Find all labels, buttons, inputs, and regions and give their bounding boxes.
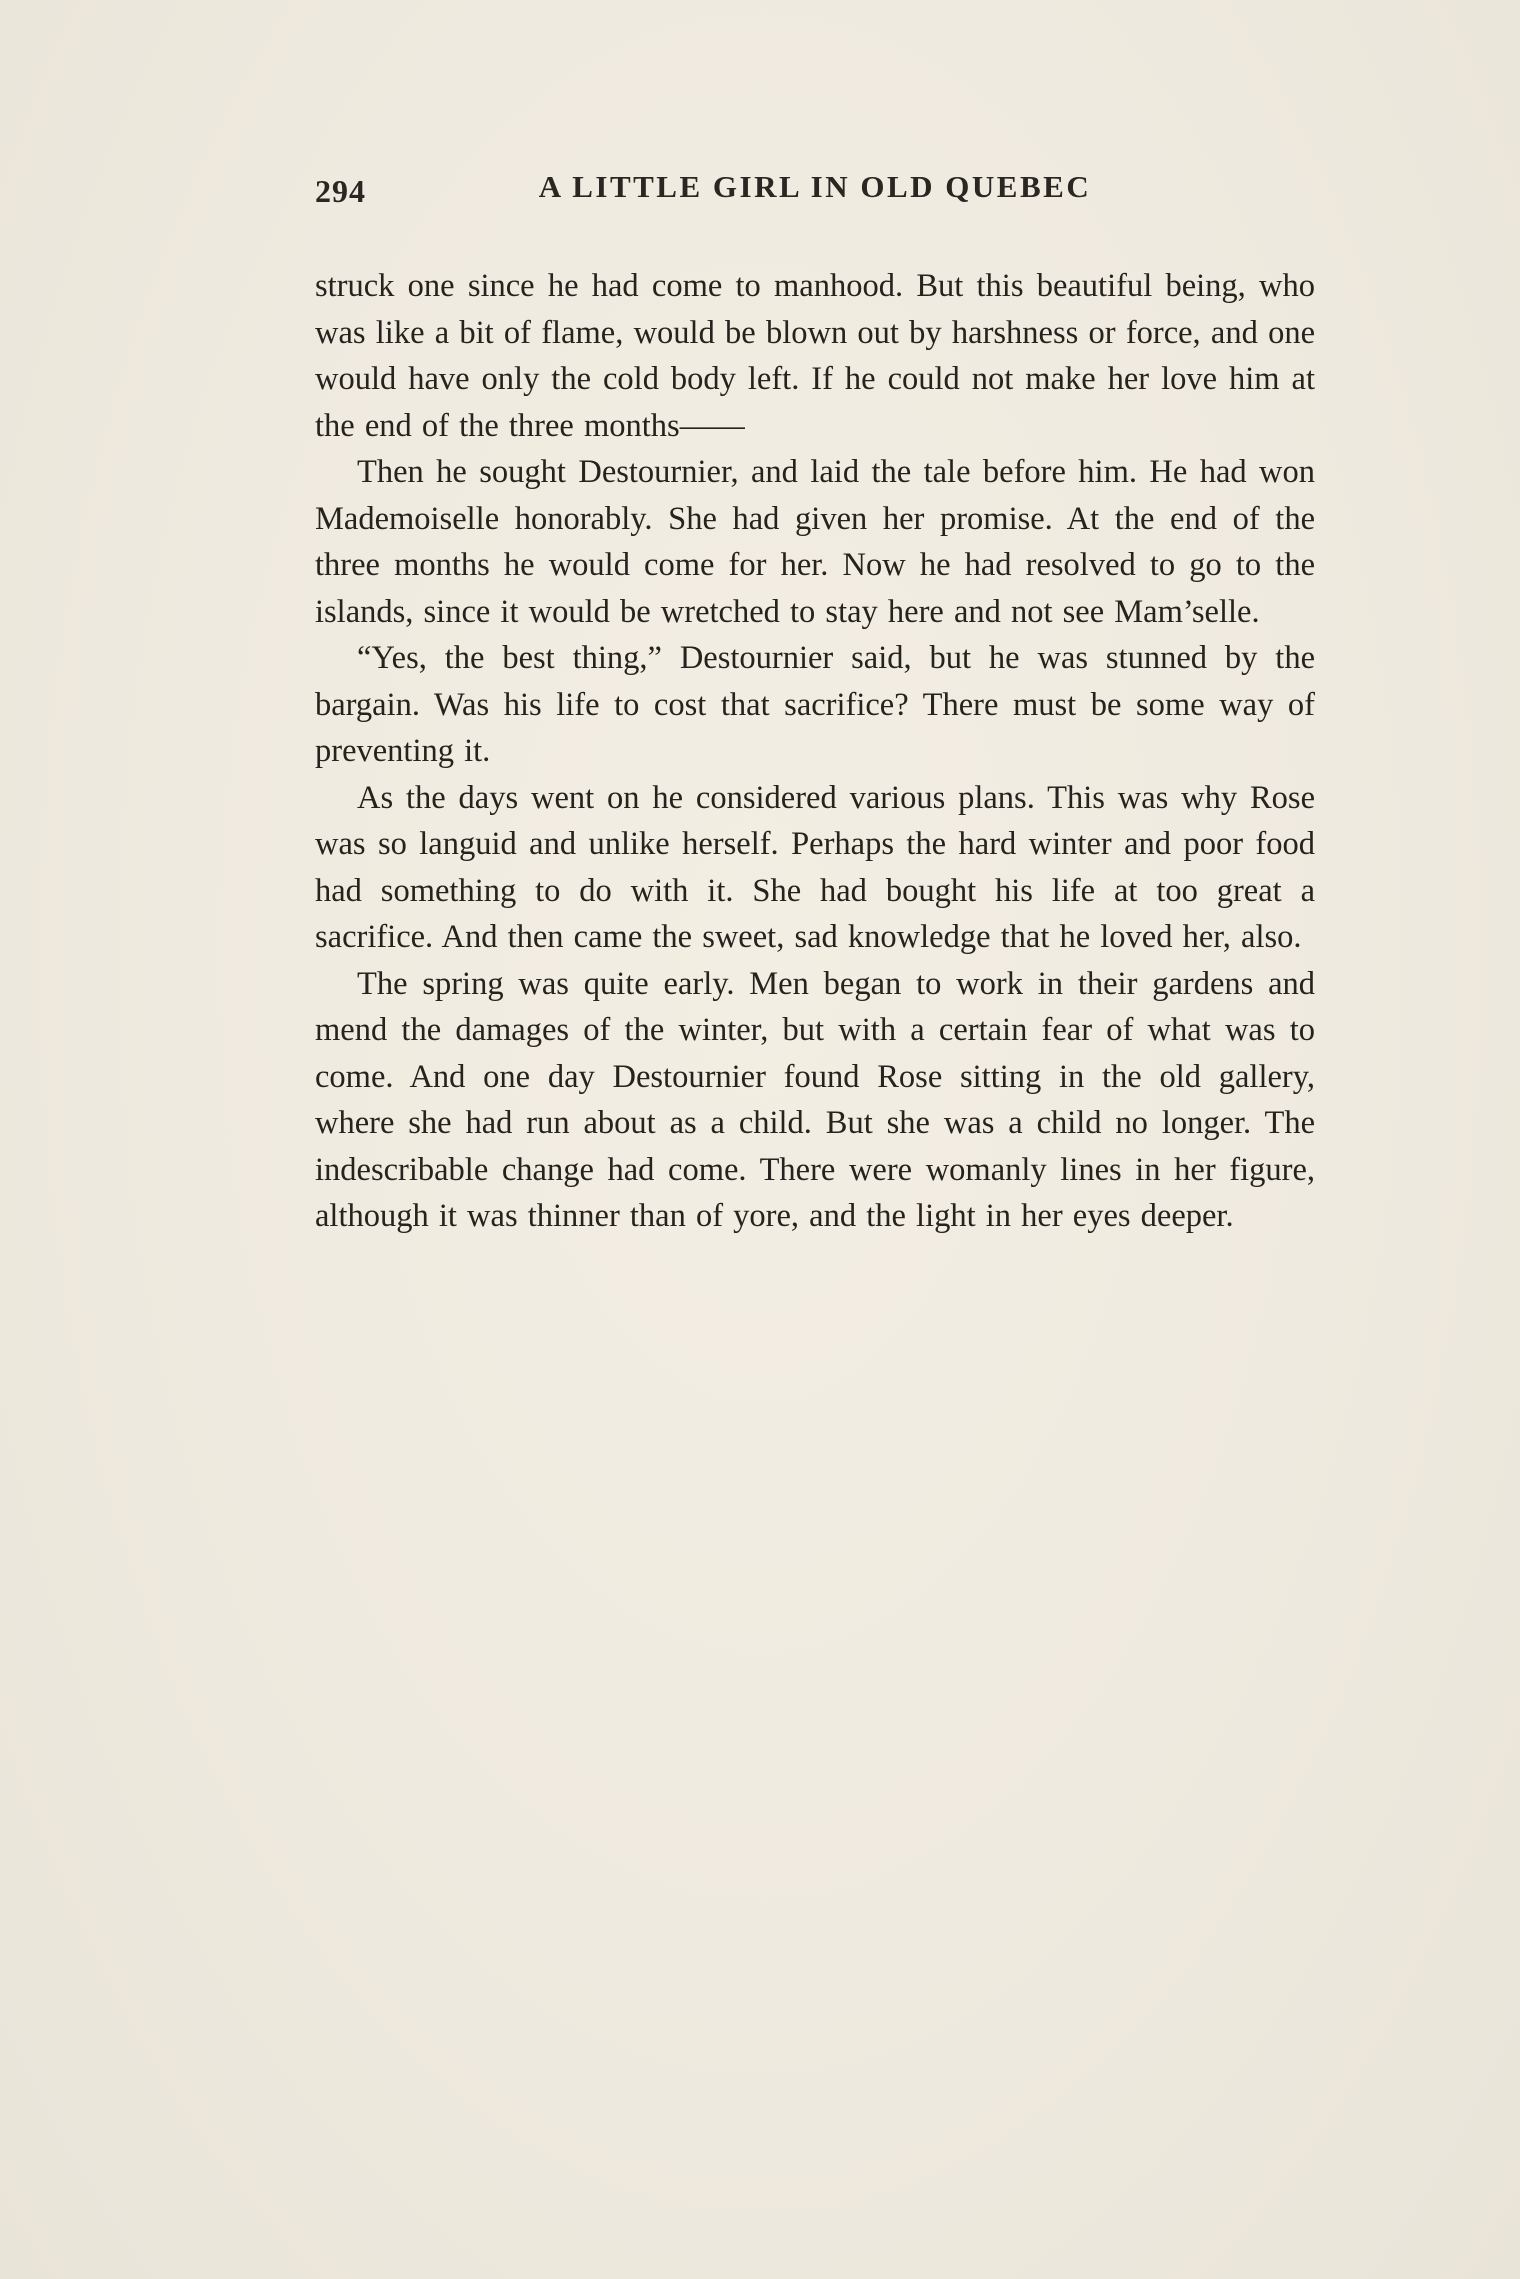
paragraph: As the days went on he considered various plans. This was why Rose was so languid and unlike herself. Perhaps the hard winter and poor food had something to do with it. She had bought his life at too great a sacrifice. And then came the sweet, sad knowledge that he loved her, also. [315, 779, 1315, 955]
paragraph: “Yes, the best thing,” Destournier said, but he was stunned by the bargain. Was his life to cost that sacrifice? There must be some way of preventing it. [315, 640, 1315, 769]
paragraph: The spring was quite early. Men began to work in their gardens and mend the damages of the winter, but with a certain fear of what was to come. And one day Destournier found Rose sitting in the old gallery, where she had run about as a child. But she was a child no longer. The indescribable change had come. There were womanly lines in her figure, although it was thinner than of yore, and the light in her eyes deeper. [315, 965, 1315, 1234]
page-number: 294 [315, 173, 366, 209]
paragraph: struck one since he had come to manhood. But this beautiful being, who was like a bit of flame, would be blown out by harshness or force, and one would have only the cold body left. If he could not make her love him at the end of the three months—— [315, 268, 1315, 444]
body-text [315, 263, 1315, 1240]
paragraph: Then he sought Destournier, and laid the tale before him. He had won Mademoiselle honorably. She had given her promise. At the end of the three months he would come for her. Now he had resolved to go to the islands, since it would be wretched to stay here and not see Mam’selle. [315, 454, 1315, 630]
text-block [315, 165, 1315, 1240]
page-header [315, 165, 1315, 225]
running-title: A LITTLE GIRL IN OLD QUEBEC [538, 169, 1092, 204]
